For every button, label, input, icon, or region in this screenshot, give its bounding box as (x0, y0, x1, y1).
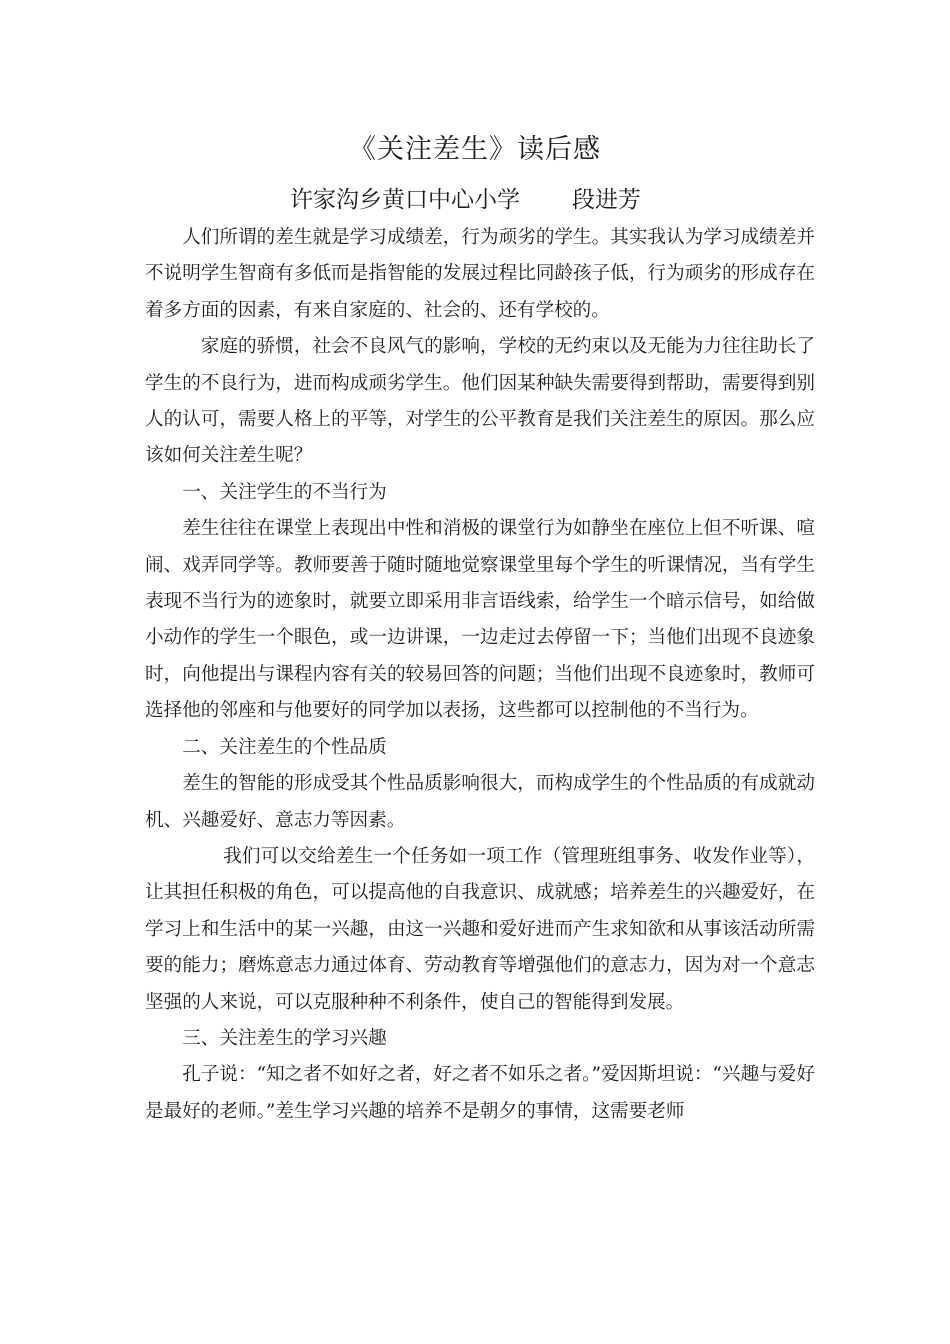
author-line (290, 183, 690, 217)
section-heading: 三、关注差生的学习兴趣 (182, 1027, 387, 1049)
school-name: 许家沟乡黄口中心小学 (290, 187, 520, 213)
paragraph: 家庭的骄惯，社会不良风气的影响，学校的无约束以及无能为力往往助长了学生的不良行为，进而构成顽劣学生。他们因某种缺失需要得到帮助，需要得到别人的认可，需要人格上的平等，对学生的公平教育是我们关注差生的原因。那么应该如何关注差生呢？ (145, 336, 815, 467)
document-title: 《关注差生》读后感 (349, 134, 601, 165)
paragraph: 我们可以交给差生一个任务如一项工作（管理班组事务、收发作业等），让其担任积极的角色，可以提高他的自我意识、成就感；培养差生的兴趣爱好，在学习上和生活中的某一兴趣，由这一兴趣和爱好进而产生求知欲和从事该活动所需要的能力；磨炼意志力通过体育、劳动教育等增强他们的意志力，因为对一个意志坚强的人来说，可以克服种种不利条件，使自己的智能得到发展。 (145, 845, 815, 1013)
paragraph: 人们所谓的差生就是学习成绩差，行为顽劣的学生。其实我认为学习成绩差并不说明学生智商有多低而是指智能的发展过程比同龄孩子低，行为顽劣的形成存在着多方面的因素，有来自家庭的、社会的、还有学校的。 (145, 227, 815, 321)
document-body (145, 220, 815, 1130)
section-heading: 一、关注学生的不当行为 (182, 481, 387, 503)
section-heading: 二、关注差生的个性品质 (182, 736, 387, 758)
paragraph: 差生的智能的形成受其个性品质影响很大，而构成学生的个性品质的有成就动机、兴趣爱好、意志力等因素。 (145, 773, 815, 831)
author-name: 段进芳 (572, 187, 641, 213)
paragraph: 差生往往在课堂上表现出中性和消极的课堂行为如静坐在座位上但不听课、喧闹、戏弄同学等。教师要善于随时随地觉察课堂里每个学生的听课情况，当有学生表现不当行为的迹象时，就要立即采用非言语线索，给学生一个暗示信号，如给做小动作的学生一个眼色，或一边讲课，一边走过去停留一下；当他们出现不良迹象时，向他提出与课程内容有关的较易回答的问题；当他们出现不良迹象时，教师可选择他的邻座和与他要好的同学加以表扬，这些都可以控制他的不当行为。 (145, 518, 815, 722)
paragraph: 孔子说：“知之者不如好之者，好之者不如乐之者。”爱因斯坦说：“兴趣与爱好是最好的老师。”差生学习兴趣的培养不是朝夕的事情，这需要老师 (145, 1064, 815, 1122)
